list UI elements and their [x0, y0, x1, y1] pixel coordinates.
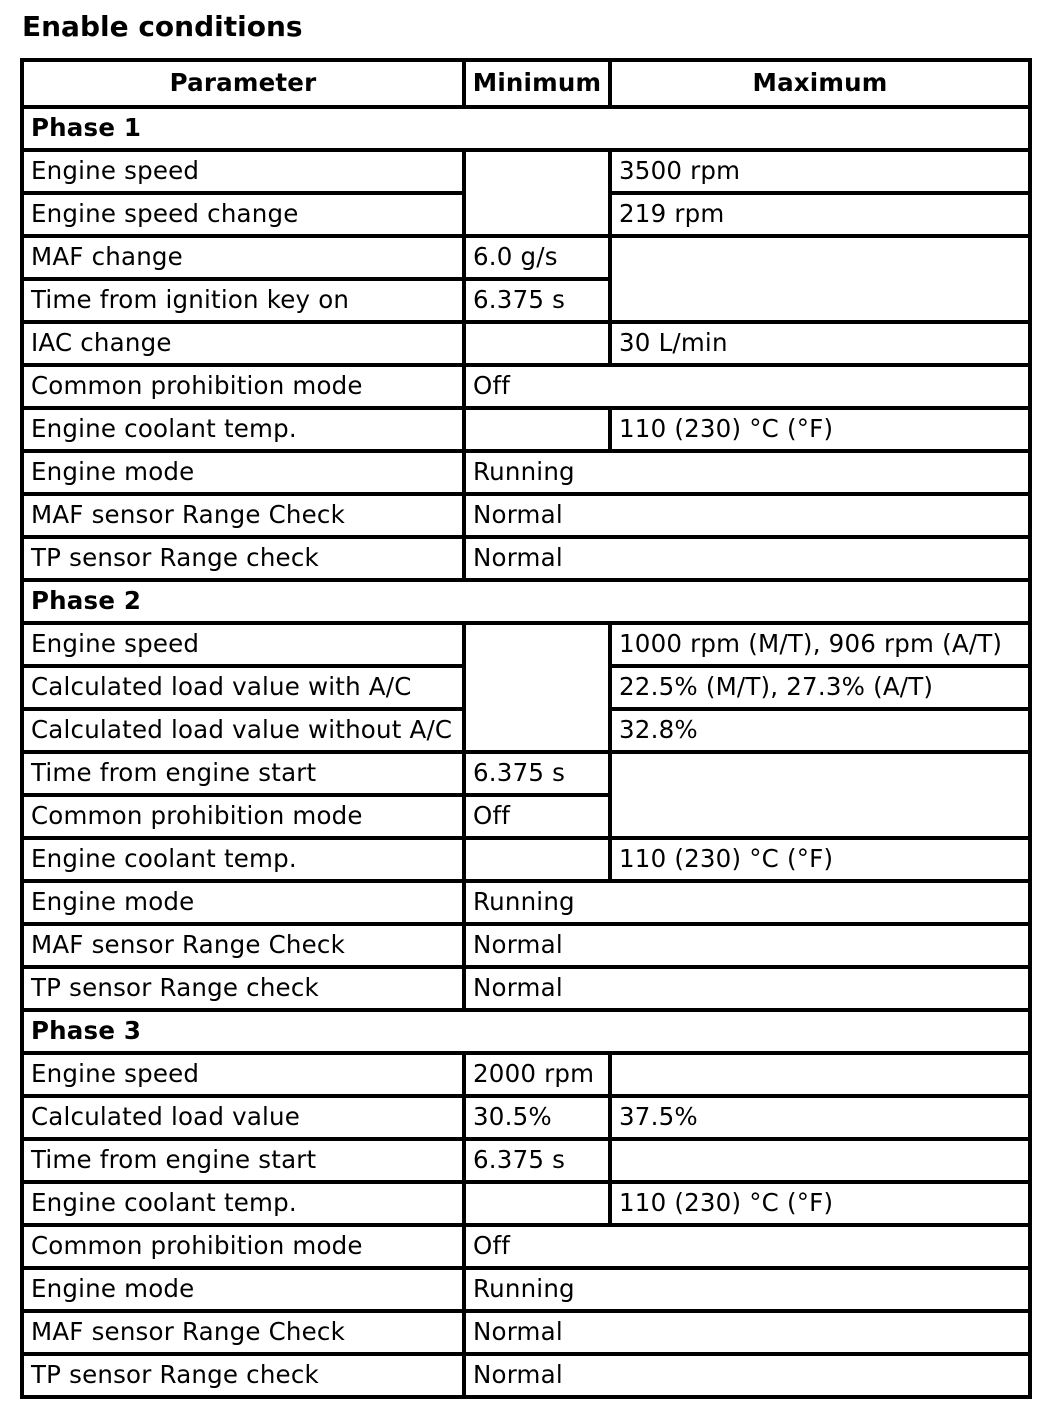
table-rule	[20, 707, 466, 711]
table-rule	[608, 707, 612, 754]
table-rule	[1028, 58, 1032, 1399]
table-rule	[608, 191, 1032, 195]
table-rule	[20, 621, 1032, 625]
table-rule	[462, 836, 612, 840]
table-rule	[462, 621, 466, 668]
table-rule	[462, 191, 466, 238]
value-cell: Normal	[464, 1354, 1030, 1397]
table-rule	[462, 1223, 1032, 1227]
table-rule	[608, 1137, 1032, 1141]
minimum-cell	[464, 623, 610, 666]
table-rule	[608, 1137, 612, 1184]
table-rule	[20, 578, 466, 582]
table-rule	[462, 965, 466, 1012]
minimum-cell	[464, 709, 610, 752]
table-rule	[608, 58, 612, 109]
table-rule	[462, 578, 1032, 582]
table-rule	[608, 1180, 1032, 1184]
maximum-cell: 110 (230) °C (°F)	[610, 1182, 1030, 1225]
parameter-cell: TP sensor Range check	[22, 967, 464, 1010]
maximum-cell: 30 L/min	[610, 322, 1030, 365]
parameter-cell: MAF sensor Range Check	[22, 924, 464, 967]
table-rule	[20, 58, 1032, 62]
table-rule	[462, 965, 1032, 969]
parameter-cell: Common prohibition mode	[22, 1225, 464, 1268]
minimum-cell	[464, 322, 610, 365]
minimum-cell	[464, 408, 610, 451]
maximum-cell: 32.8%	[610, 709, 1030, 752]
parameter-cell: MAF change	[22, 236, 464, 279]
parameter-cell: Common prohibition mode	[22, 365, 464, 408]
table-rule	[20, 320, 466, 324]
table-rule	[462, 363, 1032, 367]
table-rule	[462, 1352, 466, 1399]
parameter-cell: Engine coolant temp.	[22, 408, 464, 451]
table-rule	[20, 363, 466, 367]
table-rule	[20, 1180, 466, 1184]
maximum-cell: 3500 rpm	[610, 150, 1030, 193]
minimum-cell	[464, 193, 610, 236]
parameter-cell: Engine coolant temp.	[22, 838, 464, 881]
value-cell: Normal	[464, 537, 1030, 580]
parameter-cell: Engine mode	[22, 451, 464, 494]
table-rule	[462, 922, 1032, 926]
table-rule	[462, 836, 466, 883]
table-rule	[20, 1266, 466, 1270]
table-rule	[462, 1352, 1032, 1356]
header-maximum: Maximum	[610, 60, 1030, 107]
table-rule	[462, 922, 466, 969]
table-rule	[462, 879, 1032, 883]
table-rule	[608, 793, 612, 840]
table-rule	[608, 234, 1032, 238]
table-rule	[608, 148, 612, 195]
maximum-cell: 110 (230) °C (°F)	[610, 838, 1030, 881]
table-rule	[462, 535, 466, 582]
table-rule	[462, 1223, 466, 1270]
minimum-cell: 2000 rpm	[464, 1053, 610, 1096]
table-rule	[20, 234, 466, 238]
parameter-cell: Engine speed	[22, 623, 464, 666]
table-rule	[608, 234, 612, 281]
header-parameter: Parameter	[22, 60, 464, 107]
table-rule	[462, 277, 612, 281]
parameter-cell: MAF sensor Range Check	[22, 1311, 464, 1354]
table-rule	[462, 277, 466, 324]
table-rule	[462, 492, 466, 539]
maximum-cell	[610, 1053, 1030, 1096]
value-cell: Off	[464, 365, 1030, 408]
minimum-cell: 6.375 s	[464, 279, 610, 322]
table-rule	[20, 836, 466, 840]
value-cell: Normal	[464, 924, 1030, 967]
table-rule	[20, 1094, 466, 1098]
table-rule	[20, 1137, 466, 1141]
table-rule	[20, 1395, 1032, 1399]
parameter-cell: MAF sensor Range Check	[22, 494, 464, 537]
value-cell: Off	[464, 1225, 1030, 1268]
table-rule	[608, 1094, 1032, 1098]
table-rule	[462, 234, 612, 238]
table-rule	[20, 965, 466, 969]
table-rule	[462, 793, 466, 840]
table-rule	[20, 277, 466, 281]
minimum-cell: 6.0 g/s	[464, 236, 610, 279]
table-rule	[608, 1180, 612, 1227]
table-rule	[20, 793, 466, 797]
table-rule	[608, 1094, 612, 1141]
table-rule	[20, 148, 1032, 152]
table-rule	[608, 406, 612, 453]
minimum-cell	[464, 666, 610, 709]
page-title: Enable conditions	[22, 10, 303, 43]
table-rule	[20, 922, 466, 926]
table-rule	[608, 836, 612, 883]
maximum-cell	[610, 279, 1030, 322]
minimum-cell: 6.375 s	[464, 752, 610, 795]
table-rule	[608, 191, 612, 238]
table-rule	[20, 105, 1032, 109]
minimum-cell	[464, 150, 610, 193]
table-rule	[462, 1309, 1032, 1313]
header-minimum: Minimum	[464, 60, 610, 107]
table-rule	[20, 664, 466, 668]
table-rule	[462, 320, 466, 367]
table-rule	[20, 1051, 1032, 1055]
maximum-cell	[610, 752, 1030, 795]
table-rule	[608, 621, 612, 668]
parameter-cell: Engine coolant temp.	[22, 1182, 464, 1225]
table-rule	[462, 406, 466, 453]
table-rule	[462, 58, 466, 109]
parameter-cell: Calculated load value with A/C	[22, 666, 464, 709]
table-rule	[608, 277, 612, 324]
table-rule	[462, 1051, 466, 1098]
table-rule	[608, 320, 612, 367]
table-rule	[462, 1094, 612, 1098]
table-rule	[608, 750, 612, 797]
table-rule	[462, 750, 612, 754]
value-cell: Normal	[464, 1311, 1030, 1354]
minimum-cell	[464, 838, 610, 881]
parameter-cell: Engine speed change	[22, 193, 464, 236]
maximum-cell: 1000 rpm (M/T), 906 rpm (A/T)	[610, 623, 1030, 666]
parameter-cell: Time from engine start	[22, 1139, 464, 1182]
table-rule	[462, 793, 612, 797]
table-rule	[20, 449, 466, 453]
table-rule	[20, 1223, 466, 1227]
table-rule	[462, 535, 1032, 539]
table-rule	[462, 449, 1032, 453]
maximum-cell: 22.5% (M/T), 27.3% (A/T)	[610, 666, 1030, 709]
parameter-cell: IAC change	[22, 322, 464, 365]
table-rule	[608, 707, 1032, 711]
table-rule	[20, 1008, 466, 1012]
table-rule	[20, 1352, 466, 1356]
table-rule	[20, 879, 466, 883]
minimum-cell: 30.5%	[464, 1096, 610, 1139]
maximum-cell	[610, 236, 1030, 279]
minimum-cell: Off	[464, 795, 610, 838]
table-rule	[20, 492, 466, 496]
table-rule	[462, 234, 466, 281]
table-rule	[462, 1137, 612, 1141]
table-rule	[462, 664, 466, 711]
table-rule	[462, 707, 466, 754]
table-rule	[608, 1051, 612, 1098]
maximum-cell	[610, 1139, 1030, 1182]
table-rule	[608, 664, 1032, 668]
table-rule	[608, 836, 1032, 840]
table-rule	[462, 1266, 1032, 1270]
parameter-cell: Engine mode	[22, 1268, 464, 1311]
table-rule	[462, 1266, 466, 1313]
parameter-cell: Common prohibition mode	[22, 795, 464, 838]
parameter-cell: TP sensor Range check	[22, 1354, 464, 1397]
parameter-cell: Calculated load value	[22, 1096, 464, 1139]
value-cell: Normal	[464, 494, 1030, 537]
parameter-cell: Engine speed	[22, 1053, 464, 1096]
parameter-cell: Time from engine start	[22, 752, 464, 795]
value-cell: Running	[464, 451, 1030, 494]
table-rule	[462, 1180, 466, 1227]
parameter-cell: Calculated load value without A/C	[22, 709, 464, 752]
parameter-cell: Engine mode	[22, 881, 464, 924]
table-rule	[462, 1180, 612, 1184]
table-rule	[462, 148, 466, 195]
phase-heading: Phase 1	[22, 107, 1030, 150]
maximum-cell: 110 (230) °C (°F)	[610, 408, 1030, 451]
phase-heading: Phase 3	[22, 1010, 1030, 1053]
parameter-cell: TP sensor Range check	[22, 537, 464, 580]
value-cell: Running	[464, 1268, 1030, 1311]
maximum-cell	[610, 795, 1030, 838]
table-rule	[20, 406, 466, 410]
maximum-cell: 219 rpm	[610, 193, 1030, 236]
table-rule	[462, 1008, 1032, 1012]
table-rule	[462, 750, 466, 797]
table-rule	[608, 664, 612, 711]
table-rule	[20, 191, 466, 195]
table-rule	[462, 320, 612, 324]
maximum-cell: 37.5%	[610, 1096, 1030, 1139]
parameter-cell: Engine speed	[22, 150, 464, 193]
table-rule	[462, 406, 1032, 410]
table-rule	[462, 879, 466, 926]
parameter-cell: Time from ignition key on	[22, 279, 464, 322]
table-rule	[462, 449, 466, 496]
phase-heading: Phase 2	[22, 580, 1030, 623]
table-rule	[608, 320, 1032, 324]
minimum-cell	[464, 1182, 610, 1225]
table-rule	[20, 58, 24, 1399]
table-rule	[462, 1309, 466, 1356]
table-rule	[20, 535, 466, 539]
value-cell: Normal	[464, 967, 1030, 1010]
value-cell: Running	[464, 881, 1030, 924]
table-rule	[462, 363, 466, 410]
table-rule	[462, 1137, 466, 1184]
minimum-cell: 6.375 s	[464, 1139, 610, 1182]
table-rule	[20, 750, 466, 754]
table-rule	[20, 1309, 466, 1313]
table-rule	[608, 750, 1032, 754]
table-rule	[462, 1094, 466, 1141]
table-rule	[462, 492, 1032, 496]
